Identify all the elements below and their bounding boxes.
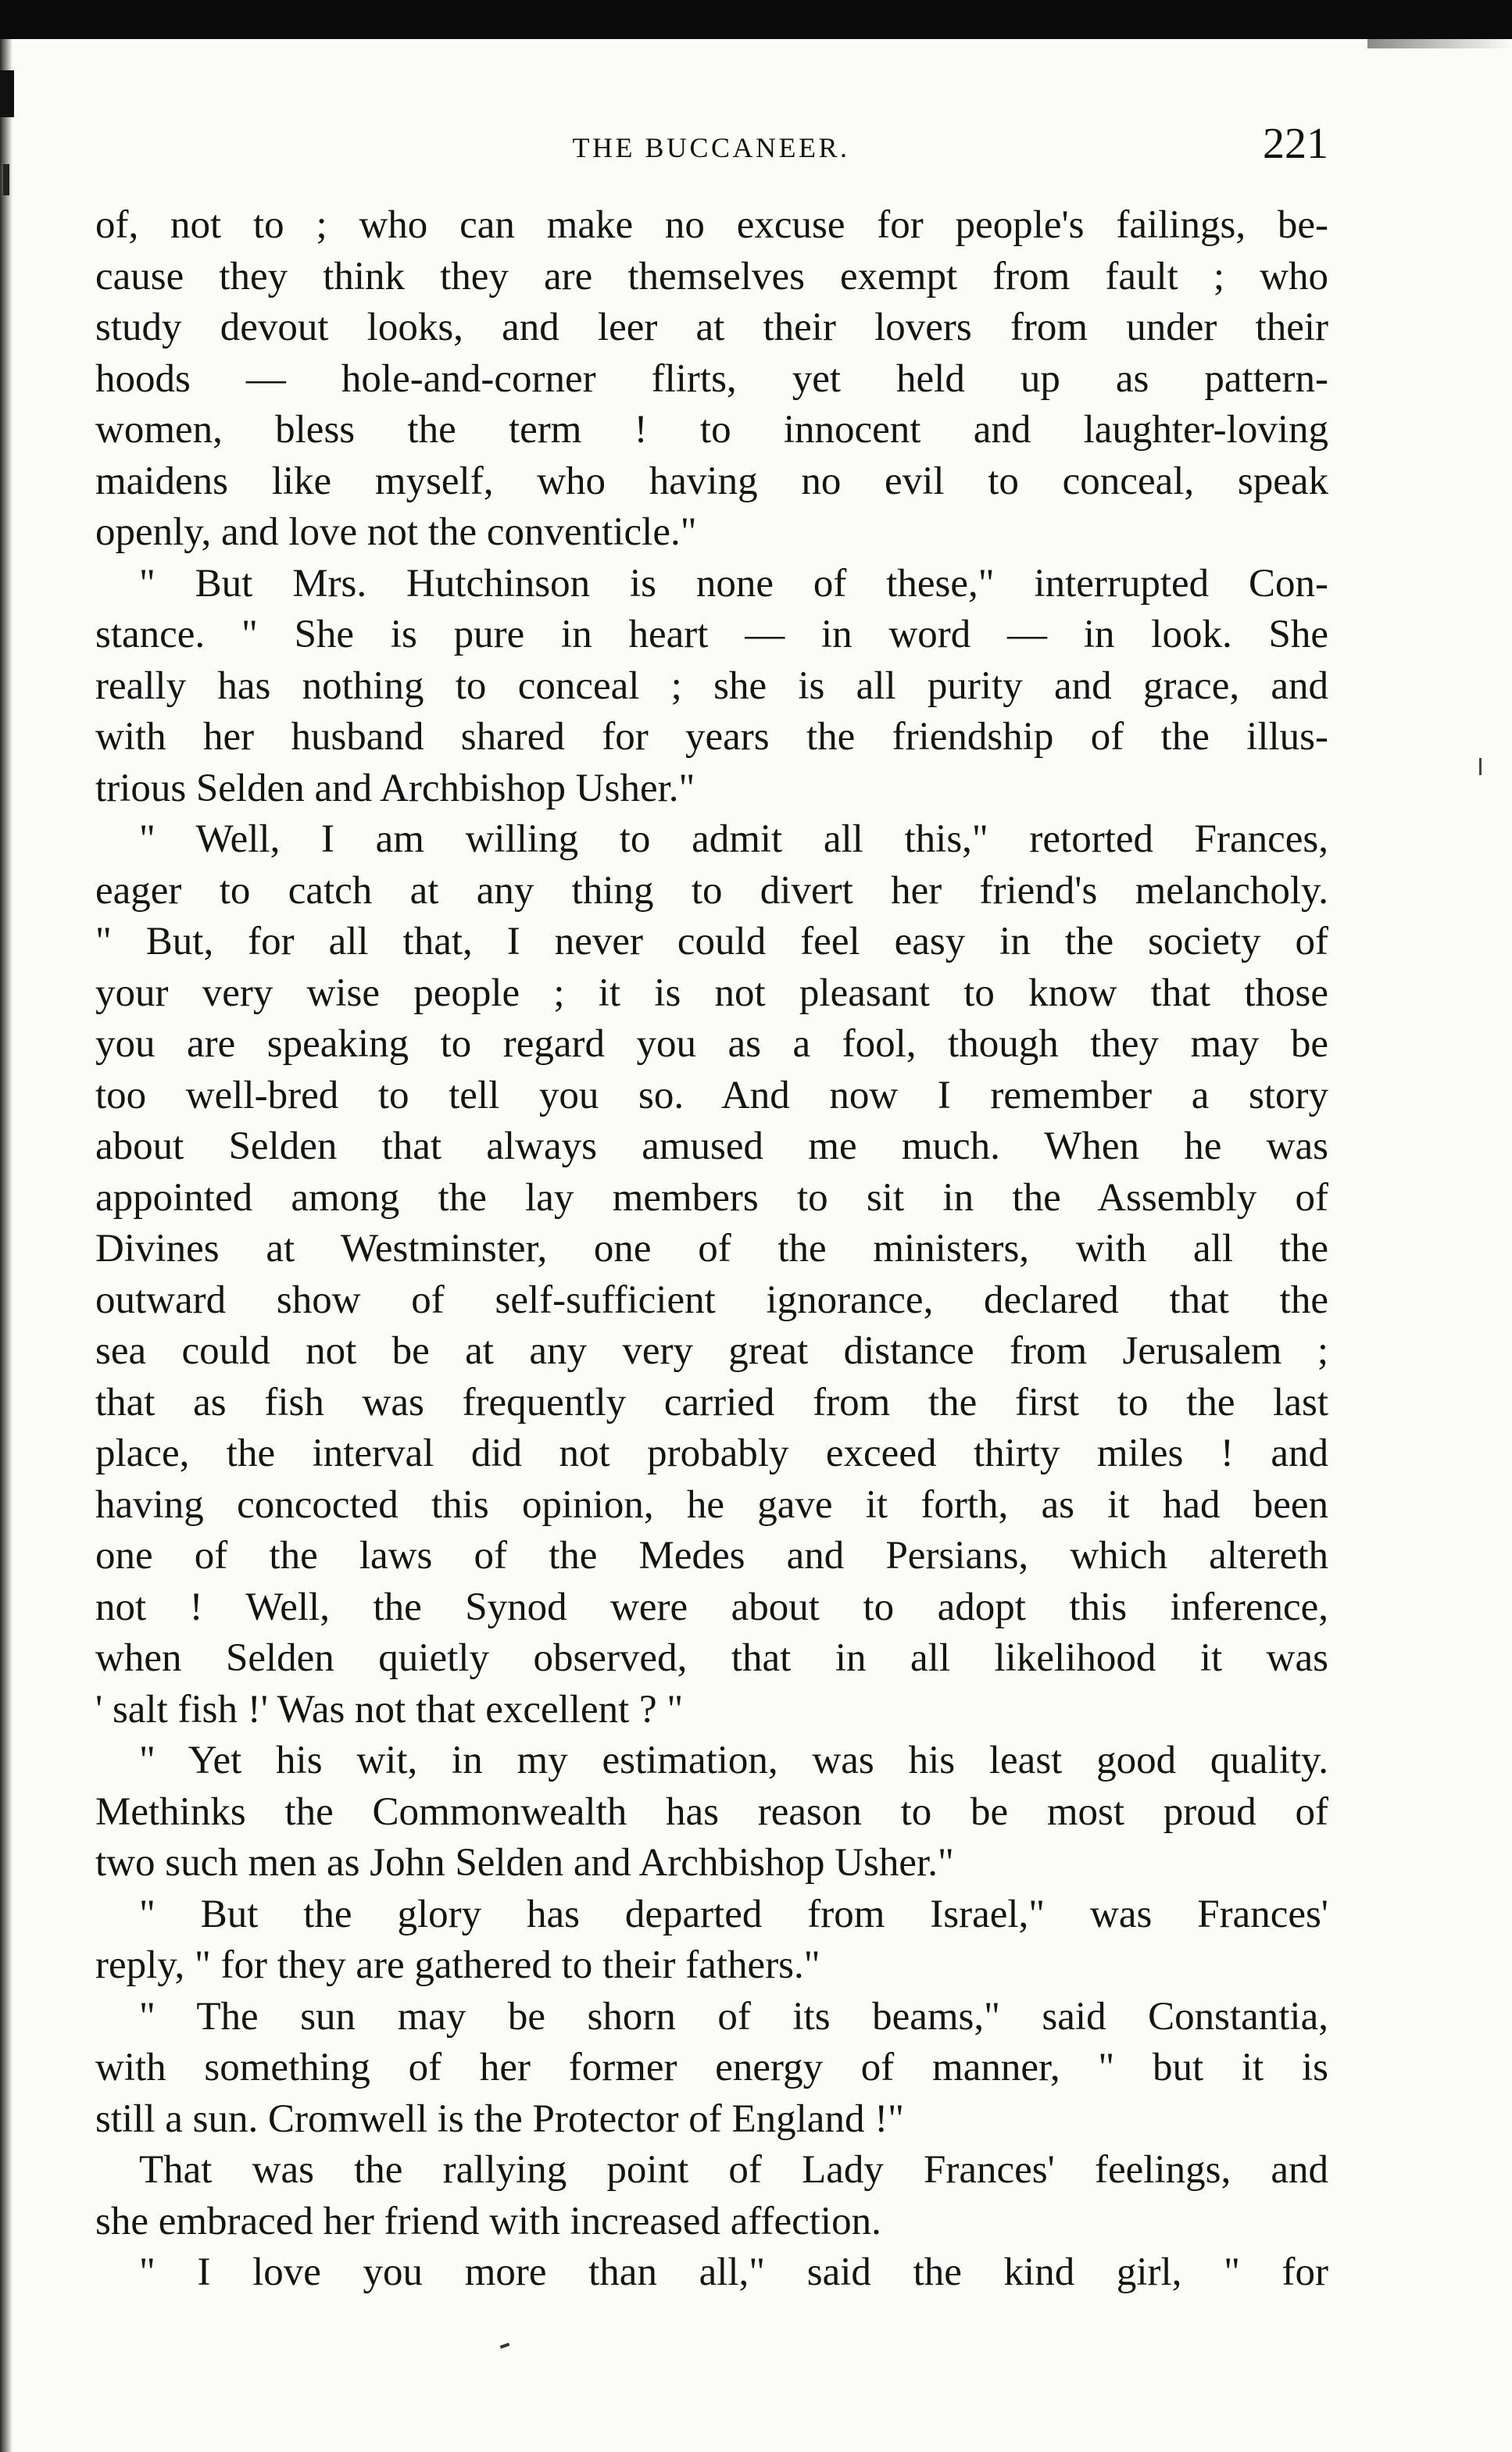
text-line: place, the interval did not probably exceed thirty miles ! and: [95, 1432, 1328, 1475]
text-line: Methinks the Commonwealth has reason to be most proud of: [95, 1789, 1328, 1834]
text-line: having concocted this opinion, he gave it forth, as it had been: [95, 1482, 1328, 1527]
running-head: [94, 117, 1328, 180]
text-line: reply, " for they are gathered to their fathers.": [95, 1943, 820, 1987]
text-line: " Well, I am willing to admit all this," retorted Frances,: [139, 817, 1328, 861]
text-line: still a sun. Cromwell is the Protector of England !": [95, 2096, 904, 2141]
binding-mark-lower: [3, 164, 9, 195]
paper-speck: [1479, 758, 1482, 775]
text-line: eager to catch at any thing to divert her friend's melancholy.: [95, 868, 1328, 913]
text-line: sea could not be at any very great distance from Jerusalem ;: [95, 1329, 1328, 1373]
text-line: when Selden quietly observed, that in all likelihood it was: [95, 1636, 1328, 1680]
text-line: with something of her former energy of manner, " but it is: [95, 2046, 1328, 2089]
text-line: maidens like myself, who having no evil to conceal, speak: [95, 459, 1328, 503]
text-line: study devout looks, and leer at their lovers from under their: [95, 306, 1328, 349]
page-binding-edge: [0, 39, 13, 2452]
text-line: hoods — hole-and-corner flirts, yet held up as pattern-: [95, 356, 1328, 401]
text-line: women, bless the term ! to innocent and laughter-loving: [95, 408, 1328, 452]
text-line: about Selden that always amused me much. When he was: [95, 1124, 1328, 1168]
text-line: two such men as John Selden and Archbishop Usher.": [95, 1841, 954, 1885]
text-line: " But the glory has departed from Israel," was Frances': [139, 1892, 1328, 1936]
text-line: trious Selden and Archbishop Usher.": [95, 766, 695, 810]
text-line: openly, and love not the conventicle.": [95, 510, 697, 554]
text-line: Divines at Westminster, one of the ministers, with all the: [95, 1227, 1328, 1271]
running-title: THE BUCCANEER.: [572, 132, 850, 163]
text-line: appointed among the lay members to sit in the Assembly of: [95, 1175, 1328, 1220]
text-line: not ! Well, the Synod were about to adopt this inference,: [95, 1585, 1328, 1629]
body-text: [95, 200, 1328, 2299]
ink-mark: [500, 2343, 510, 2349]
text-line: " I love you more than all," said the kind girl, " for: [139, 2250, 1328, 2294]
text-line: your very wise people ; it is not pleasant to know that those: [95, 970, 1328, 1015]
text-line: ' salt fish !' Was not that excellent ? ": [95, 1687, 684, 1732]
text-line: that as fish was frequently carried from the first to the last: [95, 1380, 1328, 1424]
text-line: " The sun may be shorn of its beams," said Constantia,: [139, 1994, 1328, 2039]
text-line: cause they think they are themselves exempt from fault ; who: [95, 254, 1328, 298]
text-line: of, not to ; who can make no excuse for people's failings, be-: [95, 203, 1328, 247]
text-line: with her husband shared for years the friendship of the illus-: [95, 715, 1328, 759]
text-line: she embraced her friend with increased affection.: [95, 2199, 881, 2243]
text-line: " But, for all that, I never could feel easy in the society of: [95, 920, 1328, 963]
page-number: 221: [1263, 120, 1328, 168]
text-line: outward show of self-sufficient ignorance, declared that the: [95, 1278, 1328, 1322]
text-line: one of the laws of the Medes and Persians, which altereth: [95, 1534, 1328, 1578]
text-line: too well-bred to tell you so. And now I remember a story: [95, 1073, 1328, 1117]
text-line: really has nothing to conceal ; she is all purity and grace, and: [95, 663, 1328, 708]
text-line: That was the rallying point of Lady Frances' feelings, and: [139, 2148, 1328, 2192]
text-line: " Yet his wit, in my estimation, was his least good quality.: [139, 1739, 1328, 1782]
text-line: you are speaking to regard you as a fool, though they may be: [95, 1022, 1328, 1066]
scan-top-border: [0, 0, 1512, 39]
scan-shadow: [1367, 39, 1512, 48]
text-line: " But Mrs. Hutchinson is none of these," interrupted Con-: [139, 561, 1328, 606]
text-line: stance. " She is pure in heart — in word — in look. She: [95, 613, 1328, 656]
binding-mark: [0, 70, 14, 117]
